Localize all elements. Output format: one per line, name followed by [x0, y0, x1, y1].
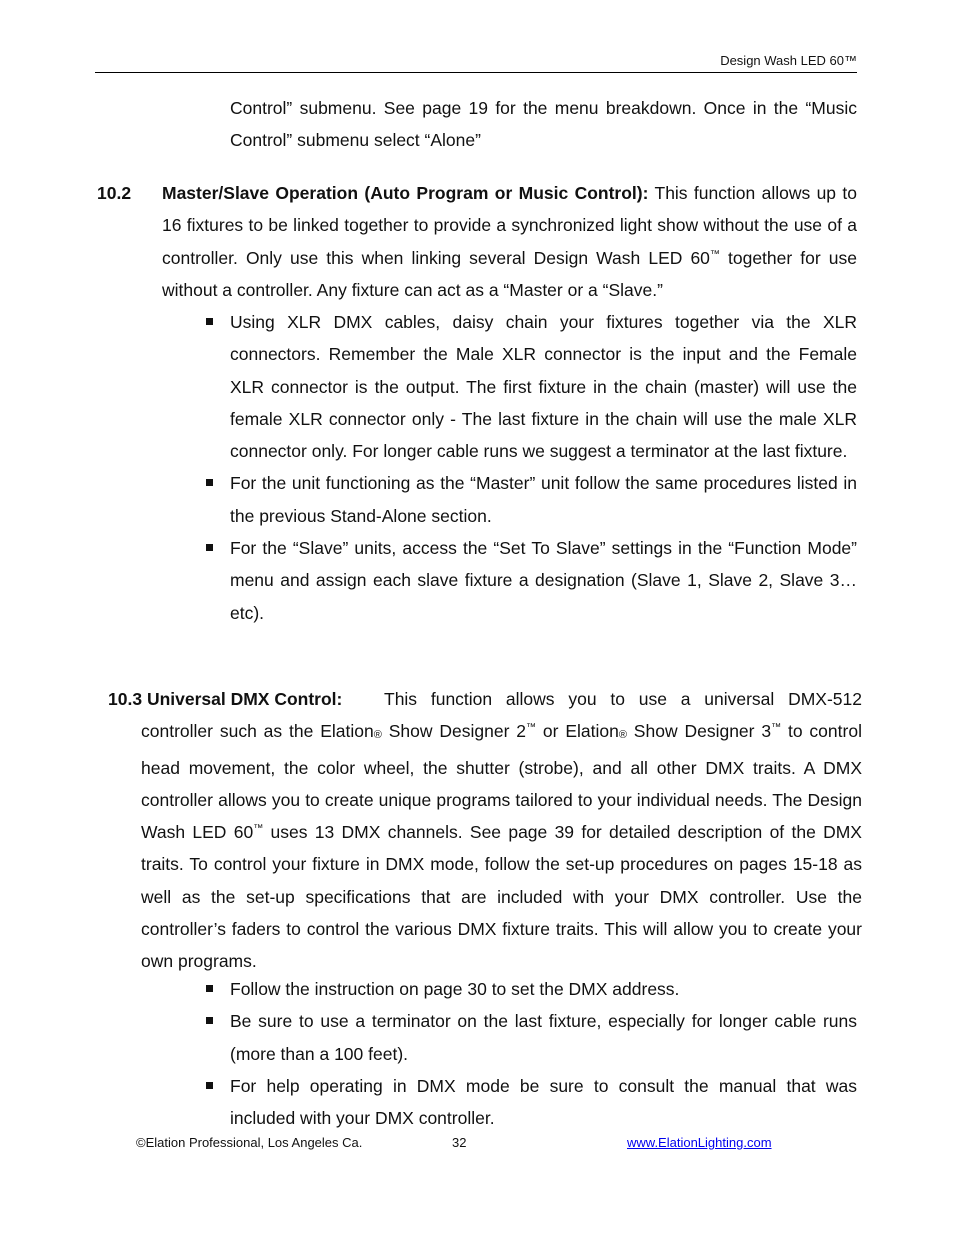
section-10-3-heading: Universal DMX Control: — [146, 689, 343, 709]
list-item: Be sure to use a terminator on the last fixture, especially for longer cable runs (more than a 100 feet). — [230, 1005, 857, 1070]
list-item: For the unit functioning as the “Master” unit follow the same procedures listed in the previous Stand-Alone section. — [230, 467, 857, 532]
registered-symbol: ® — [618, 729, 627, 742]
header-rule — [95, 72, 857, 73]
list-item: Using XLR DMX cables, daisy chain your fixtures together via the XLR connectors. Remember the Male XLR connector is the input and the Female XLR connector is the output. The first fixture in the chain (master) will use the female XLR connector only - The last fixture in the chain will use the male XLR connector only. For longer cable runs we suggest a terminator at the last fixture. — [230, 306, 857, 467]
trademark-symbol: ™ — [526, 722, 537, 734]
section-10-2-text-b: together for use without a controller. Any fixture can act as a “Master or a “Slave.” — [162, 247, 857, 300]
square-bullet-icon — [206, 1082, 213, 1089]
section-10-2-heading: Master/Slave Operation (Auto Program or Music Control): — [162, 183, 649, 203]
website-link[interactable]: www.ElationLighting.com — [627, 1135, 772, 1150]
list-item: Follow the instruction on page 30 to set the DMX address. — [230, 973, 857, 1005]
section-10-2-bullet-list — [230, 306, 857, 629]
trademark-symbol: ™ — [709, 248, 720, 260]
section-10-2-text-a: This function allows up to 16 fixtures to be linked together to provide a synchronized light show without the use of a controller. Only use this when linking several Design Wash LED 60 — [162, 183, 858, 268]
square-bullet-icon — [206, 318, 213, 325]
running-header-title: Design Wash LED 60™ — [720, 53, 857, 68]
list-item: For help operating in DMX mode be sure to consult the manual that was included with your DMX controller. — [230, 1070, 857, 1135]
list-item: For the “Slave” units, access the “Set To Slave” settings in the “Function Mode” menu and assign each slave fixture a designation (Slave 1, Slave 2, Slave 3…etc). — [230, 532, 857, 629]
trademark-symbol: ™ — [771, 722, 782, 734]
section-10-3-number: 10.3 — [108, 689, 143, 709]
footer-copyright: ©Elation Professional, Los Angeles Ca. — [136, 1135, 363, 1150]
footer-page-number: 32 — [452, 1135, 467, 1150]
intro-continuation-paragraph: Control” submenu. See page 19 for the menu breakdown. Once in the “Music Control” submenu select “Alone” — [230, 98, 857, 151]
section-10-3-bullet-list — [230, 973, 857, 1134]
section-10-3-paragraph: This function allows you to use a universal DMX-512 controller such as the Elation® Show Designer 2™ or Elation® Show Designer 3™ to control head movement, the color wheel, the shutter (strobe), and all other DMX traits. A DMX controller allows you to create unique programs tailored to your individual needs. The Design Wash LED 60™ uses 13 DMX channels. See page 39 for detailed description of the DMX traits. To control your fixture in DMX mode, follow the set-up procedures on pages 15-18 as well as the set-up specifications that are included with your DMX controller. Use the controller’s faders to control the various DMX fixture traits. This will allow you to create your own programs. — [141, 689, 862, 972]
trademark-symbol: ™ — [253, 823, 264, 835]
footer-website — [627, 1135, 772, 1150]
square-bullet-icon — [206, 1017, 213, 1024]
section-10-2-paragraph — [162, 177, 857, 306]
square-bullet-icon — [206, 479, 213, 486]
square-bullet-icon — [206, 544, 213, 551]
registered-symbol: ® — [373, 729, 382, 742]
section-10-2-number: 10.2 — [97, 183, 132, 203]
square-bullet-icon — [206, 985, 213, 992]
